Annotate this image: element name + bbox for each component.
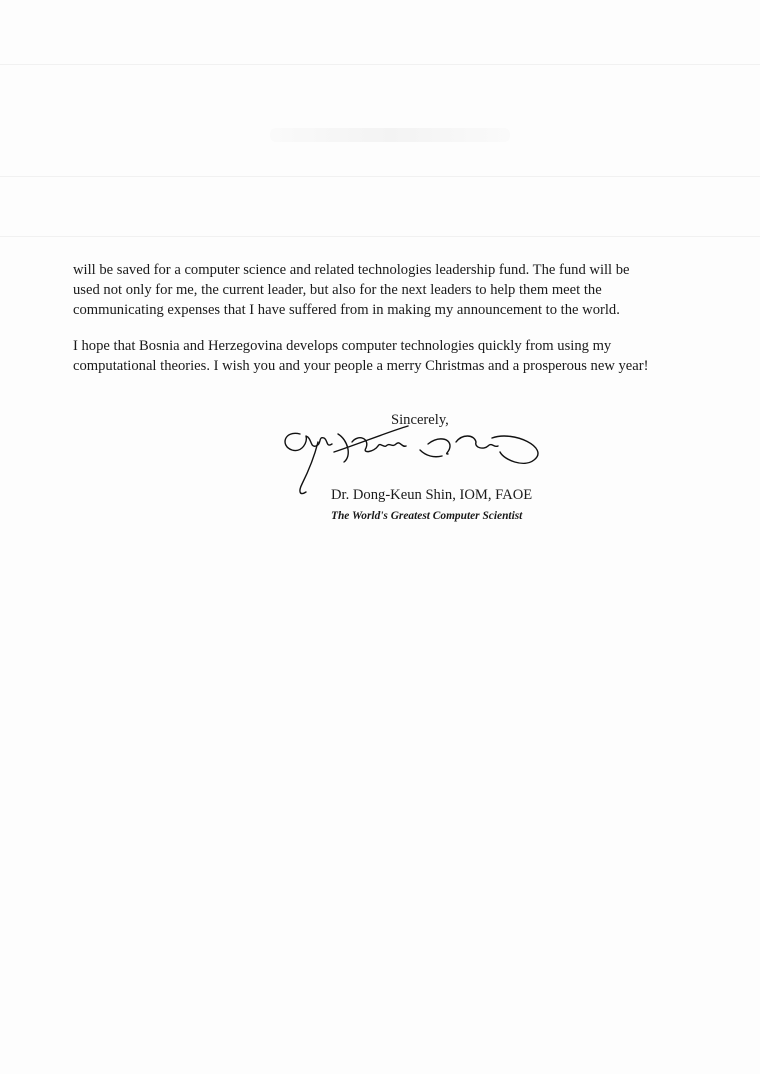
scan-artifact — [0, 64, 760, 65]
body-paragraph-1: will be saved for a computer science and related technologies leadership fund. The fund will be used not only for me, the current leader, but also for the next leaders to help them meet the communicating expenses that I have suffered from in making my announcement to the world. — [73, 262, 630, 318]
signer-title: The World's Greatest Computer Scientist — [331, 510, 523, 522]
scan-artifact — [0, 236, 760, 237]
signer-name: Dr. Dong-Keun Shin, IOM, FAOE — [331, 487, 533, 503]
scan-artifact — [0, 176, 760, 177]
body-paragraph-2: I hope that Bosnia and Herzegovina develops computer technologies quickly from using my computational theories. I wish you and your people a merry Christmas and a prosperous new year! — [73, 338, 649, 374]
closing-salutation: Sincerely, — [391, 412, 449, 428]
faded-letterhead — [270, 128, 510, 142]
